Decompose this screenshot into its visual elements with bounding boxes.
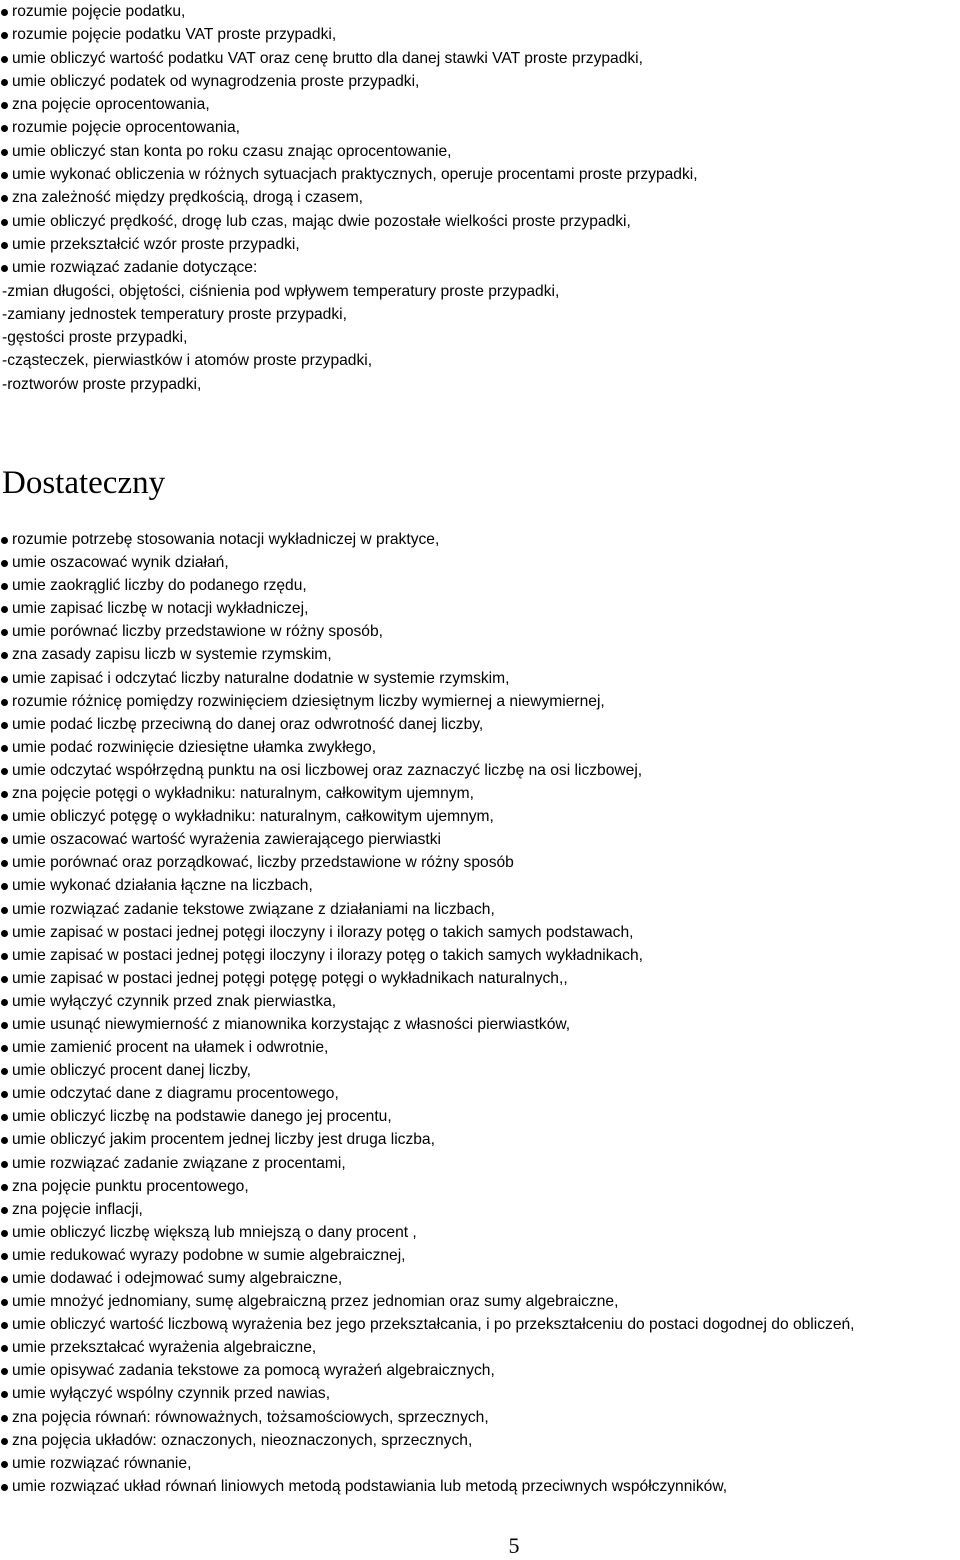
list-item-text: umie obliczyć podatek od wynagrodzenia proste przypadki, [12, 72, 420, 90]
bullet-icon [1, 195, 8, 202]
bullet-icon [1, 1137, 8, 1144]
list-item [0, 990, 960, 1013]
bullet-icon [1, 768, 8, 775]
bullet-icon [1, 1022, 8, 1029]
list-item [0, 851, 960, 874]
list-item-text: umie obliczyć jakim procentem jednej liczby jest druga liczba, [12, 1131, 435, 1149]
list-item [0, 1359, 960, 1382]
bullet-icon [1, 125, 8, 132]
list-item-text: zna pojęcia równań: równoważnych, tożsamościowych, sprzecznych, [12, 1408, 489, 1426]
list-item-text: umie redukować wyrazy podobne w sumie algebraicznej, [12, 1246, 406, 1264]
list-item-text: umie odczytać dane z diagramu procentowego, [12, 1085, 339, 1103]
list-item-text: umie oszacować wynik działań, [12, 554, 229, 572]
list-item [0, 667, 960, 690]
list-item [0, 574, 960, 597]
list-item-text: umie obliczyć stan konta po roku czasu znając oprocentowanie, [12, 142, 452, 160]
list-item [0, 944, 960, 967]
list-item [0, 326, 960, 349]
bullet-icon [1, 1184, 8, 1191]
bullet-icon [1, 837, 8, 844]
list-item [0, 1128, 960, 1151]
list-item-text: umie rozwiązać zadanie tekstowe związane z działaniami na liczbach, [12, 900, 495, 918]
list-item [0, 349, 960, 372]
list-item-text: umie zapisać i odczytać liczby naturalne dodatnie w systemie rzymskim, [12, 669, 510, 687]
list-item [0, 597, 960, 620]
bullet-icon [1, 242, 8, 249]
list-item [0, 1475, 960, 1498]
list-item [0, 805, 960, 828]
bullet-icon [1, 999, 8, 1006]
bullet-icon [1, 883, 8, 890]
bullet-icon [1, 537, 8, 544]
page-number: 5 [508, 1533, 520, 1558]
list-item-text: zna pojęcie punktu procentowego, [12, 1177, 249, 1195]
list-item [0, 1313, 960, 1336]
list-item-text: umie rozwiązać równanie, [12, 1454, 192, 1472]
list-item-text: umie zapisać w postaci jednej potęgi iloczyny i ilorazy potęg o takich samych podstawach, [12, 923, 634, 941]
list-item [0, 1244, 960, 1267]
bullet-icon [1, 172, 8, 179]
bullet-icon [1, 976, 8, 983]
list-item-text: umie zamienić procent na ułamek i odwrotnie, [12, 1039, 329, 1057]
list-item-text: rozumie pojęcie podatku VAT proste przypadki, [12, 26, 337, 44]
list-item [0, 713, 960, 736]
list-item-text: rozumie pojęcie oprocentowania, [12, 119, 240, 137]
list-item-text: zna zależność między prędkością, drogą i czasem, [12, 189, 364, 207]
list-item [0, 1105, 960, 1128]
list-item-text: -zmian długości, objętości, ciśnienia pod wpływem temperatury proste przypadki, [2, 282, 560, 300]
list-item [0, 1082, 960, 1105]
list-item [0, 373, 960, 396]
list-item [0, 1221, 960, 1244]
list-item [0, 1452, 960, 1475]
bullet-icon [1, 953, 8, 960]
bullet-icon [1, 56, 8, 63]
bullet-icon [1, 1391, 8, 1398]
bullet-icon [1, 722, 8, 729]
bullet-icon [1, 860, 8, 867]
list-item [0, 782, 960, 805]
bullet-icon [1, 102, 8, 109]
list-item-text: umie obliczyć procent danej liczby, [12, 1062, 251, 1080]
list-item [0, 967, 960, 990]
list-item-text: umie oszacować wartość wyrażenia zawierającego pierwiastki [12, 831, 442, 849]
list-item-text: umie obliczyć wartość podatku VAT oraz cenę brutto dla danej stawki VAT proste przypadki, [12, 49, 643, 67]
list-item [0, 0, 960, 23]
list-item-text: umie podać liczbę przeciwną do danej oraz odwrotność danej liczby, [12, 715, 484, 733]
bullet-icon [1, 1461, 8, 1468]
bullet-icon [1, 1068, 8, 1075]
list-item-text: umie zapisać liczbę w notacji wykładniczej, [12, 600, 309, 618]
list-item [0, 23, 960, 46]
list-item [0, 898, 960, 921]
list-item [0, 140, 960, 163]
list-item [0, 528, 960, 551]
bullet-icon [1, 676, 8, 683]
list-item-text: zna pojęcie potęgi o wykładniku: naturalnym, całkowitym ujemnym, [12, 785, 474, 803]
list-item [0, 874, 960, 897]
bullet-icon [1, 1322, 8, 1329]
requirements-list-top [0, 0, 960, 396]
list-item [0, 256, 960, 279]
bullet-icon [1, 1415, 8, 1422]
list-item [0, 690, 960, 713]
list-item [0, 70, 960, 93]
list-item [0, 1290, 960, 1313]
list-item-text: zna pojęcia układów: oznaczonych, nieoznaczonych, sprzecznych, [12, 1431, 473, 1449]
list-item [0, 1059, 960, 1082]
list-item-text: umie obliczyć liczbę większą lub mniejszą o dany procent , [12, 1223, 417, 1241]
list-item-text: umie porównać liczby przedstawione w różny sposób, [12, 623, 383, 641]
list-item-text: umie przekształcać wyrażenia algebraiczne, [12, 1339, 317, 1357]
list-item-text: umie obliczyć prędkość, drogę lub czas, mając dwie pozostałe wielkości proste przypadki, [12, 212, 631, 230]
list-item-text: umie wykonać obliczenia w różnych sytuacjach praktycznych, operuje procentami proste przypadki, [12, 166, 698, 184]
bullet-icon [1, 907, 8, 914]
list-item-text: umie wyłączyć czynnik przed znak pierwiastka, [12, 992, 337, 1010]
list-item [0, 210, 960, 233]
list-item-text: umie usunąć niewymierność z mianownika korzystając z własności pierwiastków, [12, 1015, 571, 1033]
bullet-icon [1, 1299, 8, 1306]
bullet-icon [1, 629, 8, 636]
list-item-text: umie odczytać współrzędną punktu na osi liczbowej oraz zaznaczyć liczbę na osi liczbowej, [12, 761, 643, 779]
list-item-text: umie mnożyć jednomiany, sumę algebraiczną przez jednomian oraz sumy algebraiczne, [12, 1293, 619, 1311]
bullet-icon [1, 930, 8, 937]
list-item [0, 280, 960, 303]
bullet-icon [1, 1091, 8, 1098]
list-item [0, 1175, 960, 1198]
list-item-text: umie zaokrąglić liczby do podanego rzędu, [12, 577, 307, 595]
list-item-text: rozumie potrzebę stosowania notacji wykładniczej w praktyce, [12, 531, 440, 548]
list-item-text: umie wyłączyć wspólny czynnik przed nawias, [12, 1385, 331, 1403]
requirements-list-dostateczny [0, 528, 960, 1498]
bullet-icon [1, 219, 8, 226]
list-item [0, 1382, 960, 1405]
list-item-text: umie przekształcić wzór proste przypadki, [12, 235, 300, 253]
list-item [0, 921, 960, 944]
list-item [0, 736, 960, 759]
list-item-text: umie rozwiązać układ równań liniowych metodą podstawiania lub metodą przeciwnych współczynników, [12, 1477, 728, 1495]
bullet-icon [1, 9, 8, 16]
list-item-text: umie opisywać zadania tekstowe za pomocą wyrażeń algebraicznych, [12, 1362, 495, 1380]
list-item [0, 1013, 960, 1036]
list-item [0, 1267, 960, 1290]
list-item [0, 551, 960, 574]
list-item [0, 620, 960, 643]
bullet-icon [1, 1253, 8, 1260]
list-item-text: umie obliczyć wartość liczbową wyrażenia bez jego przekształcania, i po przekształceniu do postaci dogodnej do obliczeń, [12, 1316, 855, 1334]
list-item [0, 47, 960, 70]
list-item [0, 1429, 960, 1452]
list-item [0, 1336, 960, 1359]
list-item [0, 1152, 960, 1175]
bullet-icon [1, 149, 8, 156]
list-item [0, 1198, 960, 1221]
list-item-text: zna pojęcie oprocentowania, [12, 96, 210, 114]
list-item-text: rozumie różnicę pomiędzy rozwinięciem dziesiętnym liczby wymiernej a niewymiernej, [12, 692, 605, 710]
list-item-text: zna zasady zapisu liczb w systemie rzymskim, [12, 646, 332, 664]
bullet-icon [1, 1276, 8, 1283]
list-item-text: umie rozwiązać zadanie dotyczące: [12, 259, 258, 277]
list-item-text: umie dodawać i odejmować sumy algebraiczne, [12, 1270, 343, 1287]
bullet-icon [1, 1161, 8, 1168]
bullet-icon [1, 652, 8, 659]
list-item-text: umie wykonać działania łączne na liczbach, [12, 877, 313, 895]
bullet-icon [1, 1368, 8, 1375]
list-item-text: umie porównać oraz porządkować, liczby przedstawione w różny sposób [12, 854, 514, 872]
bullet-icon [1, 583, 8, 590]
list-item [0, 93, 960, 116]
list-item-text: umie zapisać w postaci jednej potęgi iloczyny i ilorazy potęg o takich samych wykładnikach, [12, 946, 643, 964]
bullet-icon [1, 79, 8, 86]
grade-heading: Dostateczny [2, 465, 166, 501]
bullet-icon [1, 1045, 8, 1052]
list-item [0, 828, 960, 851]
list-item [0, 303, 960, 326]
bullet-icon [1, 1438, 8, 1445]
list-item-text: -cząsteczek, pierwiastków i atomów proste przypadki, [2, 352, 373, 370]
list-item-text: -roztworów proste przypadki, [2, 375, 202, 393]
list-item [0, 1036, 960, 1059]
bullet-icon [1, 1230, 8, 1237]
list-item-text: -gęstości proste przypadki, [2, 329, 188, 347]
bullet-icon [1, 606, 8, 613]
list-item [0, 116, 960, 139]
bullet-icon [1, 560, 8, 567]
bullet-icon [1, 791, 8, 798]
list-item-text: umie podać rozwinięcie dziesiętne ułamka zwykłego, [12, 738, 377, 756]
list-item-text: umie zapisać w postaci jednej potęgi potęgę potęgi o wykładnikach naturalnych,, [12, 969, 568, 987]
bullet-icon [1, 1207, 8, 1214]
bullet-icon [1, 814, 8, 821]
list-item [0, 1406, 960, 1429]
list-item-text: -zamiany jednostek temperatury proste przypadki, [2, 305, 347, 323]
bullet-icon [1, 699, 8, 706]
list-item-text: umie rozwiązać zadanie związane z procentami, [12, 1154, 346, 1172]
list-item [0, 643, 960, 666]
bullet-icon [1, 745, 8, 752]
list-item [0, 233, 960, 256]
list-item [0, 759, 960, 782]
bullet-icon [1, 32, 8, 39]
bullet-icon [1, 265, 8, 272]
list-item-text: rozumie pojęcie podatku, [12, 3, 186, 20]
list-item-text: umie obliczyć potęgę o wykładniku: naturalnym, całkowitym ujemnym, [12, 808, 494, 826]
list-item [0, 186, 960, 209]
list-item-text: zna pojęcie inflacji, [12, 1200, 143, 1218]
bullet-icon [1, 1484, 8, 1491]
list-item-text: umie obliczyć liczbę na podstawie danego jej procentu, [12, 1108, 392, 1126]
bullet-icon [1, 1114, 8, 1121]
list-item [0, 163, 960, 186]
bullet-icon [1, 1345, 8, 1352]
